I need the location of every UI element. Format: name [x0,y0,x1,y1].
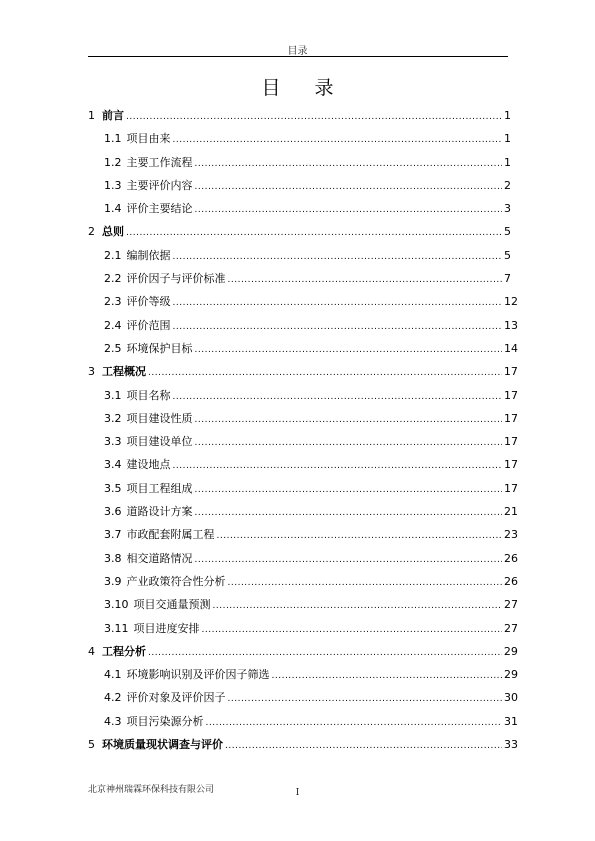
toc-entry-number: 1.4 [104,202,122,216]
toc-entry-page: 13 [504,318,518,332]
toc-entry-page: 1 [504,155,511,169]
toc-entry[interactable] [88,317,518,340]
toc-entry-page: 17 [504,458,518,472]
toc-entry-number: 3.7 [104,528,122,542]
toc-entry-title: 评价主要结论 [126,202,193,216]
footer-page-number: I [295,788,300,798]
toc-entry-number: 1.3 [104,178,122,192]
toc-dot-leader [195,508,503,518]
toc-entry-title: 项目建设单位 [126,435,193,449]
toc-dot-leader [148,368,502,378]
toc-entry-number: 3.4 [104,458,122,472]
toc-dot-leader [195,485,503,495]
toc-entry-page: 29 [503,644,518,658]
toc-entry-title: 评价范围 [126,318,171,332]
toc-entry-number: 2.5 [104,341,122,355]
toc-entry[interactable] [88,154,510,177]
toc-entry-page: 14 [504,341,518,355]
toc-entry-page: 21 [504,505,518,519]
toc-entry-title: 市政配套附属工程 [126,528,215,542]
toc-entry-number: 2.2 [104,272,122,286]
toc-dot-leader [173,322,503,332]
toc-entry-title: 相交道路情况 [126,551,193,565]
toc-dot-leader [126,112,502,122]
toc-entry[interactable] [88,689,518,712]
table-of-contents [88,107,518,759]
toc-entry-title: 评价等级 [126,295,171,309]
toc-entry-title: 产业政策符合性分析 [126,574,226,588]
toc-dot-leader [202,625,503,635]
toc-entry-page: 23 [504,528,518,542]
toc-entry-page: 12 [504,295,518,309]
toc-entry-title: 工程分析 [102,644,146,658]
toc-entry-title: 编制依据 [126,248,171,262]
toc-entry[interactable] [88,130,510,153]
toc-dot-leader [173,461,503,471]
toc-entry-title: 总则 [102,225,124,239]
toc-entry-number: 3.6 [104,505,122,519]
toc-entry[interactable] [88,480,518,503]
toc-entry-number: 5 [88,738,95,752]
toc-entry-number: 3.2 [104,411,122,425]
toc-entry-page: 33 [504,738,518,752]
toc-entry[interactable] [88,666,518,689]
toc-entry-title: 项目工程组成 [126,481,193,495]
toc-entry-title: 环境质量现状调查与评价 [102,738,223,752]
toc-entry-title: 项目污染源分析 [126,714,204,728]
toc-entry-title: 道路设计方案 [126,505,193,519]
toc-entry[interactable] [88,620,518,643]
toc-entry[interactable] [88,503,518,526]
toc-entry-page: 1 [504,132,511,146]
toc-dot-leader [173,298,503,308]
toc-entry-number: 3.1 [104,388,122,402]
toc-dot-leader [206,718,503,728]
toc-entry[interactable] [88,340,518,363]
toc-dot-leader [225,741,502,751]
toc-entry-page: 1 [504,109,511,122]
toc-entry-page: 7 [504,272,511,286]
toc-entry-page: 2 [504,178,511,192]
toc-entry[interactable] [88,410,518,433]
toc-entry[interactable] [88,200,510,223]
toc-entry-page: 30 [504,691,518,705]
toc-dot-leader [195,345,503,355]
toc-dot-leader [213,601,503,611]
toc-entry[interactable] [88,433,518,456]
toc-entry-number: 3 [88,365,95,379]
toc-entry-number: 3.9 [104,574,122,588]
toc-entry-number: 4.2 [104,691,122,705]
toc-entry[interactable] [88,526,518,549]
footer-company: 北京神州瑞霖环保科技有限公司 [88,785,215,795]
toc-entry-title: 项目名称 [126,388,171,402]
toc-entry-page: 27 [504,621,518,635]
toc-entry-page: 31 [504,714,518,728]
toc-title: 目 录 [261,77,348,99]
toc-entry-number: 4 [88,644,95,658]
toc-entry-title: 环境保护目标 [126,341,193,355]
toc-dot-leader [195,205,503,215]
toc-dot-leader [195,159,503,169]
toc-entry-number: 1.1 [104,132,122,146]
toc-entry-number: 2 [88,225,95,239]
toc-dot-leader [217,531,503,541]
toc-entry-page: 17 [504,481,518,495]
toc-entry-page: 17 [503,365,518,379]
toc-entry-page: 5 [504,225,511,239]
toc-entry-number: 3.5 [104,481,122,495]
toc-entry-number: 4.3 [104,714,122,728]
toc-dot-leader [126,228,502,238]
toc-entry-title: 建设地点 [126,458,171,472]
toc-entry[interactable] [88,573,518,596]
toc-entry-page: 29 [504,668,518,682]
toc-entry-page: 26 [504,551,518,565]
toc-entry-title: 环境影响识别及评价因子筛选 [126,668,270,682]
toc-dot-leader [148,648,502,658]
toc-entry-number: 2.4 [104,318,122,332]
toc-dot-leader [173,252,503,262]
toc-entry-title: 工程概况 [102,365,146,379]
toc-entry[interactable] [88,270,510,293]
toc-entry[interactable] [88,107,510,130]
toc-entry-title: 主要评价内容 [126,178,193,192]
toc-entry-title: 评价对象及评价因子 [126,691,226,705]
toc-dot-leader [228,275,503,285]
toc-entry[interactable] [88,550,518,573]
toc-entry[interactable] [88,387,518,410]
toc-entry[interactable] [88,713,518,736]
toc-entry[interactable] [88,736,518,759]
toc-entry-number: 3.8 [104,551,122,565]
toc-entry[interactable] [88,223,510,246]
toc-entry-number: 2.3 [104,295,122,309]
toc-entry[interactable] [88,363,518,386]
toc-entry-title: 项目交通量预测 [133,598,211,612]
toc-entry-page: 26 [504,574,518,588]
toc-dot-leader [173,392,503,402]
toc-dot-leader [195,555,503,565]
toc-entry-page: 17 [504,435,518,449]
toc-entry[interactable] [88,456,518,479]
toc-entry-title: 项目由来 [126,132,171,146]
running-header: 目录 [287,46,308,57]
header-rule [88,56,508,57]
toc-dot-leader [195,182,503,192]
toc-dot-leader [228,694,503,704]
toc-entry-page: 27 [504,598,518,612]
toc-entry[interactable] [88,247,510,270]
toc-entry-title: 主要工作流程 [126,155,193,169]
toc-dot-leader [272,671,503,681]
toc-entry-number: 2.1 [104,248,122,262]
toc-entry-title: 项目建设性质 [126,411,193,425]
toc-entry-page: 5 [504,248,511,262]
toc-entry-number: 1 [88,109,95,122]
toc-entry-title: 评价因子与评价标准 [126,272,226,286]
toc-entry-number: 3.10 [104,598,129,612]
toc-entry-page: 3 [504,202,511,216]
toc-entry-number: 4.1 [104,668,122,682]
toc-entry-number: 3.3 [104,435,122,449]
toc-entry[interactable] [88,177,510,200]
toc-entry[interactable] [88,293,518,316]
toc-dot-leader [228,578,503,588]
toc-entry-number: 1.2 [104,155,122,169]
toc-entry-number: 3.11 [104,621,129,635]
toc-dot-leader [195,415,503,425]
toc-entry-title: 前言 [102,109,124,122]
toc-entry-page: 17 [504,388,518,402]
toc-entry[interactable] [88,643,518,666]
toc-entry-title: 项目进度安排 [133,621,200,635]
toc-dot-leader [173,135,503,145]
toc-entry-page: 17 [504,411,518,425]
toc-dot-leader [195,438,503,448]
toc-entry[interactable] [88,596,518,619]
